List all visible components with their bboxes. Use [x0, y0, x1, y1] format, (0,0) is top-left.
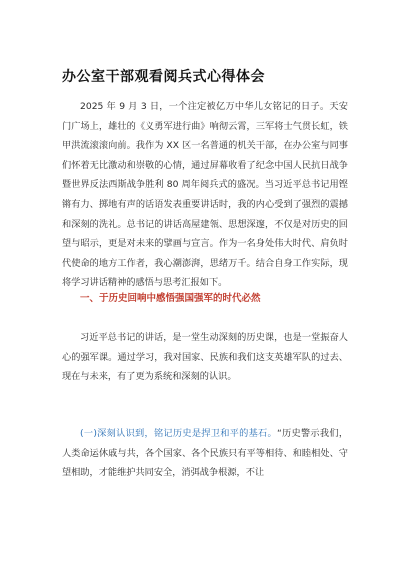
section-heading-1: 一、于历史回响中感悟强国强军的时代必然: [80, 293, 261, 304]
intro-paragraph: 2025 年 9 月 3 日，一个注定被亿万中华儿女铭记的日子。天安门广场上，雄壮的《义勇军进行曲》响彻云霄，三军将士气贯长虹，铁甲洪流滚滚向前。我作为 XX 区一名普通的机关干部，在办公室与同事们怀着无比激动和崇敬的心情，通过屏幕收看了纪念中国人民抗日战争暨世界反法西斯战争胜利 80 周年阅兵式的盛况。当习近平总书记用铿锵有力、掷地有声的话语发表重要讲话时，我的内心受到了强烈的震撼和深刻的洗礼。总书记的讲话高屋建瓴、思想深邃，不仅是对历史的回望与昭示，更是对未来的擘画与宣言。作为一名身处伟大时代、肩负时代使命的地方工作者，我心潮澎湃，思绪万千。结合自身工作实际，现将学习讲话精神的感悟与思考汇报如下。: [62, 101, 348, 289]
document-title: 办公室干部观看阅兵式心得体会: [62, 69, 265, 85]
subsection-lead: (一)深刻认识到，铭记历史是捍卫和平的基石。: [80, 428, 277, 439]
subsection-body: “历史警示我们，人类命运休戚与共，各个国家、各个民族只有平等相待、和睦相处、守望相助，才能维护共同安全，消弭战争根源，不让: [62, 428, 349, 479]
subsection-paragraph: [62, 424, 348, 483]
section-1-paragraph: 习近平总书记的讲话，是一堂生动深刻的历史课，也是一堂振奋人心的强军课。通过学习，我对国家、民族和我们这支英雄军队的过去、现在与未来，有了更为系统和深刻的认识。: [62, 332, 348, 383]
